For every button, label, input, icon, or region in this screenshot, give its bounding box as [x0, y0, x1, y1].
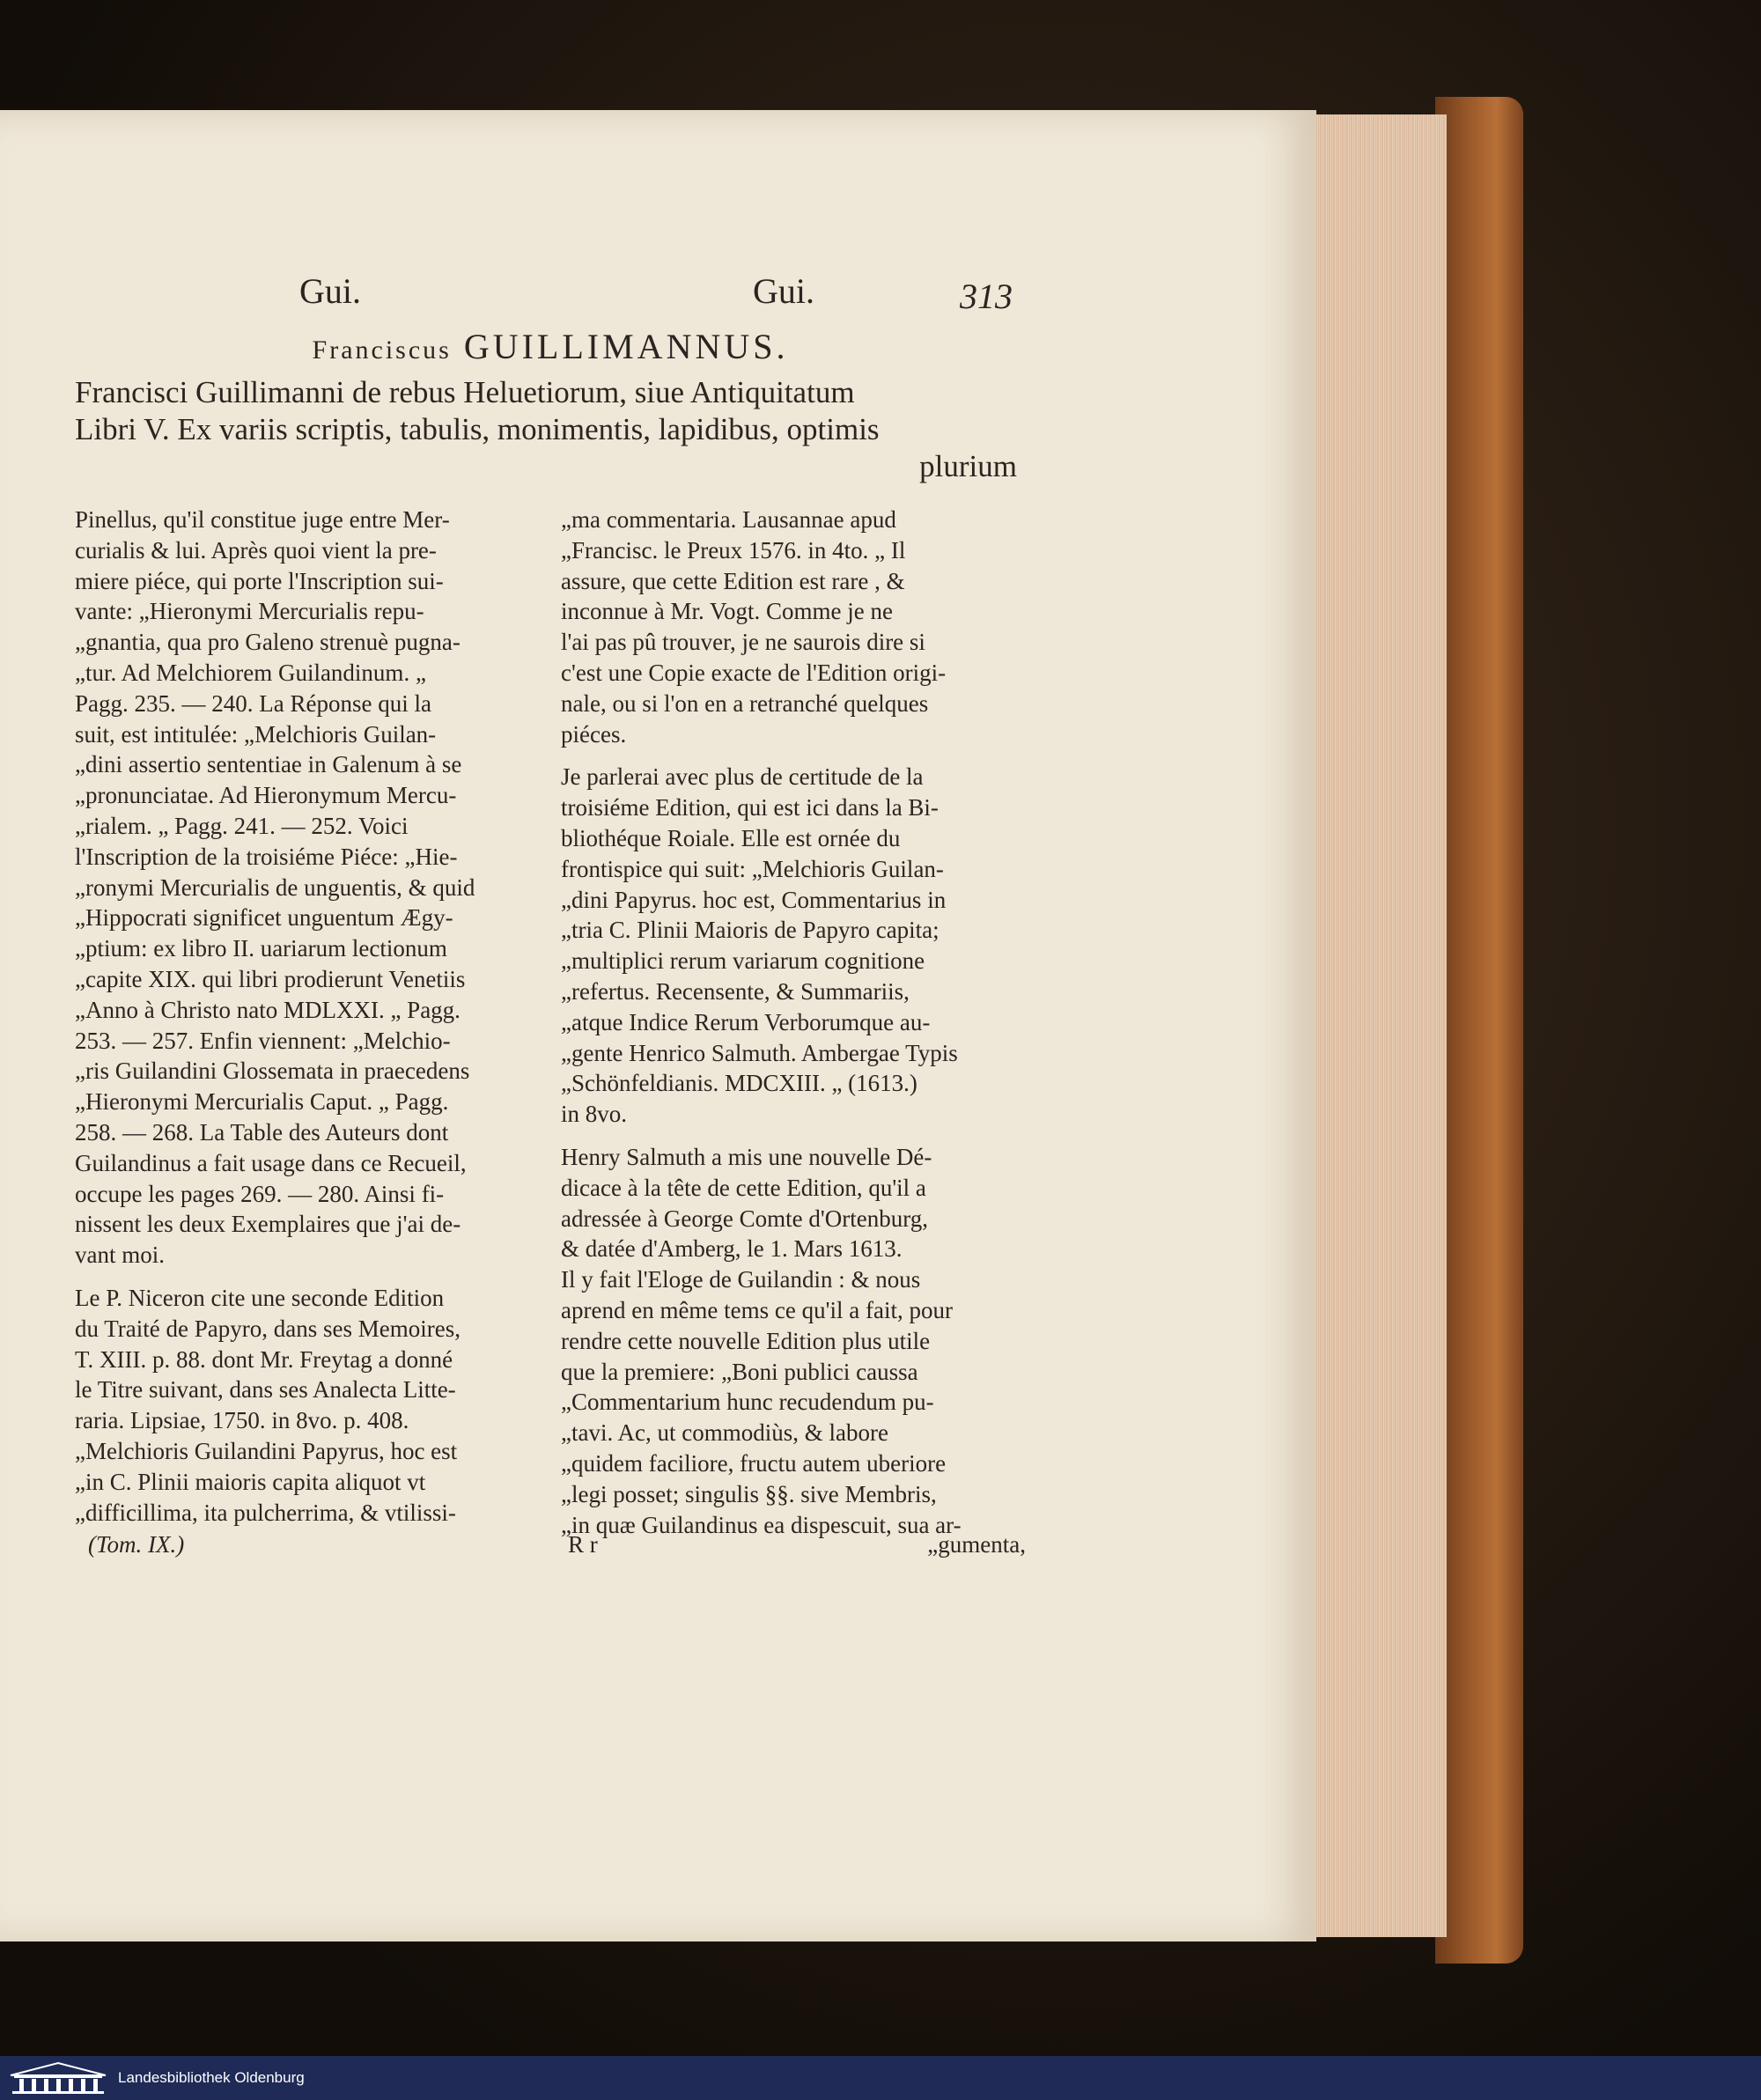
text-line: adressée à George Comte d'Ortenburg, [561, 1205, 928, 1232]
entry-title-smallcaps: Franciscus [312, 335, 452, 365]
text-line: troisiéme Edition, qui est ici dans la Bi- [561, 794, 939, 822]
text-line: c'est une Copie exacte de l'Edition origi- [561, 659, 947, 686]
text-line: „ronymi Mercurialis de unguentis, & quid [75, 873, 475, 901]
text-line: nissent les deux Exemplaires que j'ai de- [75, 1211, 461, 1238]
text-line: vant moi. [75, 1242, 165, 1269]
text-line: „quidem faciliore, fructu autem uberiore [561, 1449, 947, 1477]
running-head-middle: Gui. [753, 271, 814, 311]
text-line: miere piéce, qui porte l'Inscription sui- [75, 567, 444, 594]
text-line: assure, que cette Edition est rare , & [561, 567, 905, 594]
library-name: Landesbibliothek Oldenburg [118, 2069, 305, 2086]
library-logo-icon [9, 2061, 107, 2095]
text-line: suit, est intitulée: „Melchioris Guilan- [75, 720, 437, 748]
running-head-left: Gui. [299, 271, 361, 311]
book-title-block [75, 374, 1017, 485]
text-line: & datée d'Amberg, le 1. Mars 1613. [561, 1235, 903, 1263]
text-line: „dini Papyrus. hoc est, Commentarius in [561, 886, 947, 913]
text-line: „ma commentaria. Lausannae apud [561, 506, 896, 533]
text-line: piéces. [561, 720, 627, 748]
text-line: frontispice qui suit: „Melchioris Guilan- [561, 855, 944, 882]
left-column [75, 505, 533, 1528]
text-line: 258. — 268. La Table des Auteurs dont [75, 1118, 449, 1146]
volume-marker: (Tom. IX.) [88, 1531, 185, 1558]
text-line: „atque Indice Rerum Verborumque au- [561, 1008, 931, 1035]
right-column [561, 505, 1023, 1540]
text-line: Pagg. 235. — 240. La Réponse qui la [75, 689, 431, 717]
text-line: bliothéque Roiale. Elle est ornée du [561, 824, 901, 851]
text-line: que la premiere: „Boni publici caussa [561, 1358, 918, 1385]
paragraph-gap [561, 749, 1023, 762]
text-line: curialis & lui. Après quoi vient la pre- [75, 536, 437, 564]
text-line: „Anno à Christo nato MDLXXI. „ Pagg. [75, 996, 461, 1023]
text-line: in 8vo. [561, 1101, 628, 1128]
text-line: „ptium: ex libro II. uariarum lectionum [75, 935, 447, 962]
footer-bar [0, 2056, 1761, 2100]
text-line: le Titre suivant, dans ses Analecta Litte- [75, 1376, 456, 1404]
text-line: „difficillima, ita pulcherrima, & vtilissi- [75, 1499, 456, 1526]
text-line: „pronunciatae. Ad Hieronymum Mercu- [75, 782, 457, 809]
text-line: inconnue à Mr. Vogt. Comme je ne [561, 598, 893, 625]
book-page [0, 110, 1316, 1942]
paragraph-gap [561, 1130, 1023, 1142]
text-line: du Traité de Papyro, dans ses Memoires, [75, 1315, 461, 1342]
text-line: „Francisc. le Preux 1576. in 4to. „ Il [561, 536, 906, 564]
text-line: vante: „Hieronymi Mercurialis repu- [75, 598, 424, 625]
book-cover [1435, 97, 1523, 1964]
text-line: l'Inscription de la troisiéme Piéce: „Hie- [75, 843, 458, 870]
text-line: „gnantia, qua pro Galeno strenuè pugna- [75, 629, 461, 656]
text-line: Il y fait l'Eloge de Guilandin : & nous [561, 1266, 921, 1293]
text-line: Pinellus, qu'il constitue juge entre Mer- [75, 506, 450, 533]
text-line: „tria C. Plinii Maioris de Papyro capita; [561, 917, 939, 944]
text-line: „refertus. Recensente, & Summariis, [561, 977, 910, 1005]
text-line: Henry Salmuth a mis une nouvelle Dé- [561, 1143, 932, 1170]
text-line: rendre cette nouvelle Edition plus utile [561, 1327, 931, 1354]
text-line: Je parlerai avec plus de certitude de la [561, 763, 924, 791]
text-line: „ris Guilandini Glossemata in praecedens [75, 1057, 470, 1085]
signature-line [88, 1531, 652, 1566]
page-edges [1312, 114, 1447, 1937]
text-line: „tur. Ad Melchiorem Guilandinum. „ [75, 659, 426, 686]
title-line: Libri V. Ex variis scriptis, tabulis, monimentis, lapidibus, optimis [75, 412, 880, 446]
text-line: l'ai pas pû trouver, je ne saurois dire si [561, 629, 925, 656]
text-line: Guilandinus a fait usage dans ce Recueil, [75, 1149, 467, 1176]
entry-title [233, 326, 867, 367]
text-line: Le P. Niceron cite une seconde Edition [75, 1284, 445, 1311]
text-line: „Hippocrati significet unguentum Ægy- [75, 904, 453, 932]
text-line: „tavi. Ac, ut commodiùs, & labore [561, 1419, 888, 1447]
text-line: „multiplici rerum variarum cognitione [561, 947, 925, 975]
text-line: „Melchioris Guilandini Papyrus, hoc est [75, 1437, 458, 1464]
text-line: „rialem. „ Pagg. 241. — 252. Voici [75, 812, 409, 839]
entry-title-name: GUILLIMANNUS. [463, 327, 789, 366]
text-line: raria. Lipsiae, 1750. in 8vo. p. 408. [75, 1407, 409, 1434]
text-line: 253. — 257. Enfin viennent: „Melchio- [75, 1027, 451, 1054]
text-line: „Schönfeldianis. MDCXIII. „ (1613.) [561, 1070, 917, 1097]
text-line: „legi posset; singulis §§. sive Membris, [561, 1480, 937, 1507]
text-line: nale, ou si l'on en a retranché quelques [561, 689, 929, 717]
paragraph-gap [75, 1271, 533, 1283]
title-line: plurium [919, 449, 1017, 483]
text-line: „Commentarium hunc recudendum pu- [561, 1389, 934, 1416]
page-number: 313 [960, 276, 1013, 316]
text-line: occupe les pages 269. — 280. Ainsi fi- [75, 1180, 445, 1207]
signature-mark: R r [568, 1531, 598, 1558]
text-line: „in quæ Guilandinus ea dispescuit, sua ar- [561, 1511, 962, 1538]
text-line: dicace à la tête de cette Edition, qu'il a [561, 1174, 926, 1201]
text-line: „gente Henrico Salmuth. Ambergae Typis [561, 1039, 958, 1066]
catchword: „gumenta, [927, 1531, 1026, 1558]
text-line: „dini assertio sententiae in Galenum à se [75, 751, 462, 778]
text-line: „capite XIX. qui libri prodierunt Venetiis [75, 965, 466, 992]
text-line: „Hieronymi Mercurialis Caput. „ Pagg. [75, 1088, 449, 1116]
running-head [299, 270, 1021, 323]
text-line: aprend en même tems ce qu'il a fait, pour [561, 1296, 953, 1323]
text-line: T. XIII. p. 88. dont Mr. Freytag a donné [75, 1345, 453, 1373]
text-line: „in C. Plinii maioris capita aliquot vt [75, 1468, 426, 1495]
title-line: Francisci Guillimanni de rebus Heluetiorum, siue Antiquitatum [75, 375, 855, 409]
